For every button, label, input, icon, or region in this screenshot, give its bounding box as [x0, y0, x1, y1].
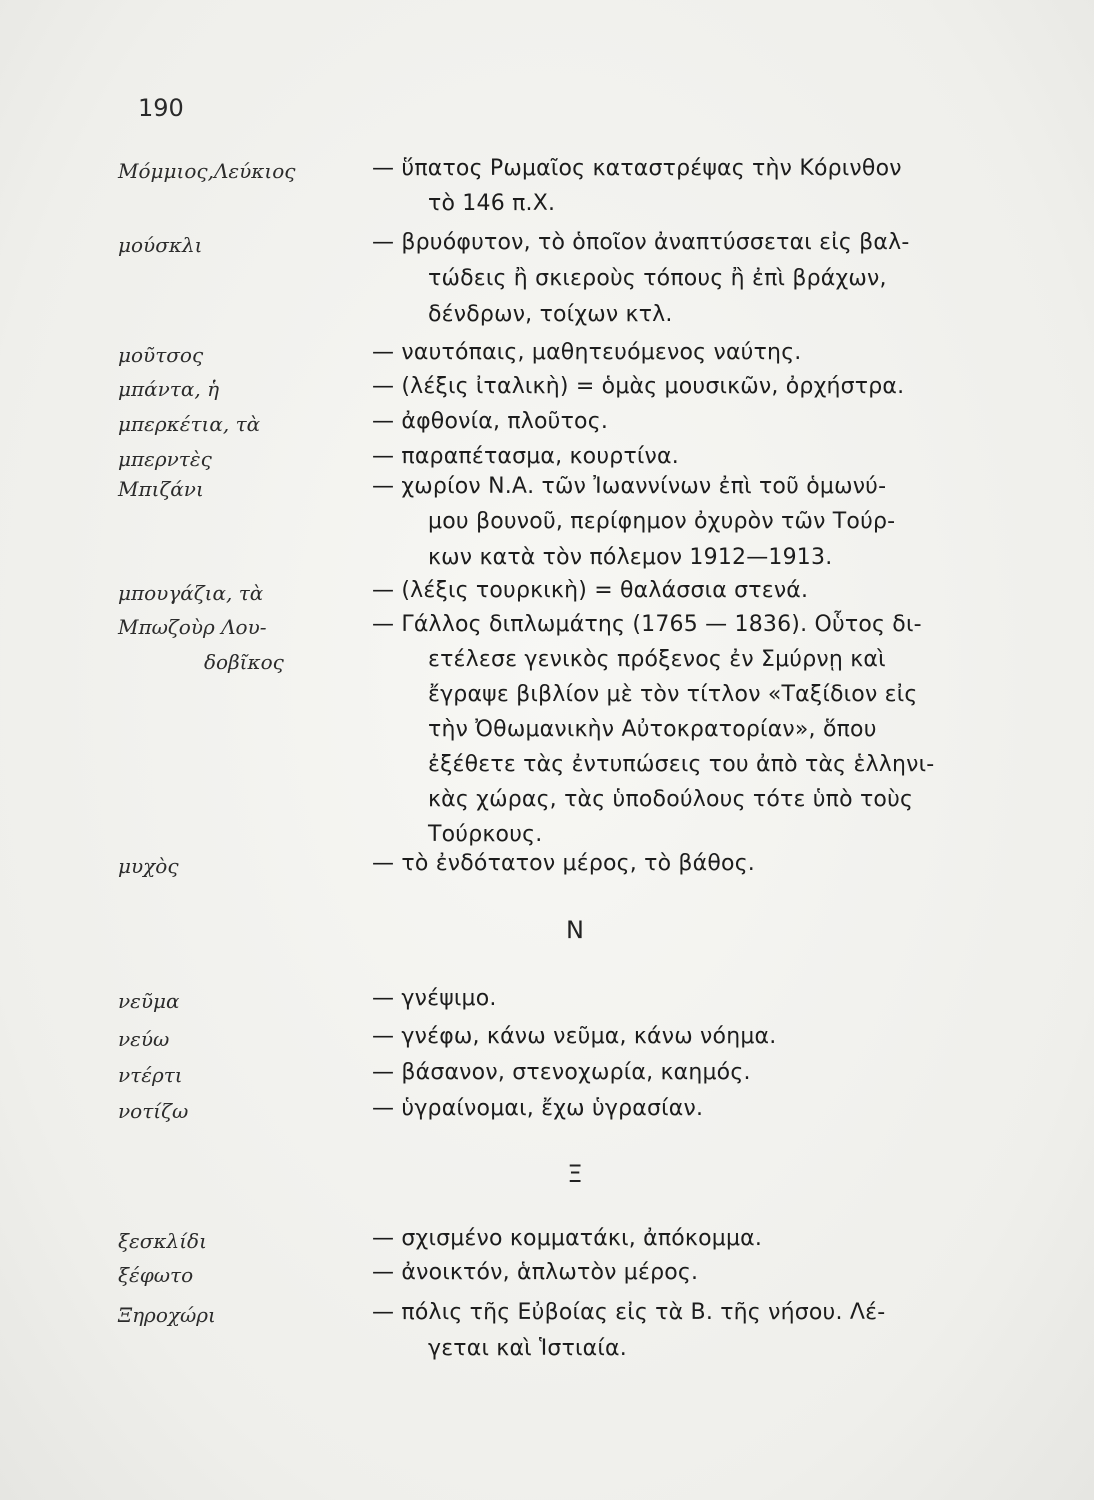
- section-letter-heading: Ν: [566, 916, 584, 944]
- entry-definition-continuation: τὴν Ὀθωμανικὴν Αὐτοκρατορίαν», ὅπου: [428, 717, 877, 742]
- entry-definition-continuation: κὰς χώρας, τὰς ὑποδούλους τότε ὑπὸ τοὺς: [428, 787, 914, 812]
- entry-term: ντέρτι: [118, 1063, 183, 1087]
- entry-definition-continuation: ἐξέθετε τὰς ἐντυπώσεις του ἀπὸ τὰς ἑλληνι-: [428, 752, 935, 777]
- entry-definition-continuation: μου βουνοῦ, περίφημον ὀχυρὸν τῶν Τούρ-: [428, 509, 896, 534]
- entry-term: νοτίζω: [118, 1099, 189, 1123]
- entry-definition: — (λέξις τουρκικὴ) = θαλάσσια στενά.: [372, 578, 809, 603]
- entry-definition-continuation: κων κατὰ τὸν πόλεμον 1912—1913.: [428, 545, 833, 570]
- entry-term: μπερκέτια, τὰ: [118, 412, 261, 436]
- entry-term: μπουγάζια, τὰ: [118, 581, 264, 605]
- entry-definition: — παραπέτασμα, κουρτίνα.: [372, 444, 679, 469]
- entry-definition-continuation: ἔγραψε βιβλίον μὲ τὸν τίτλον «Ταξίδιον εἰς: [428, 682, 918, 707]
- entry-definition: — χωρίον Ν.Α. τῶν Ἰωαννίνων ἐπὶ τοῦ ὁμωνύ-: [372, 474, 887, 499]
- entry-definition: — (λέξις ἰταλικὴ) = ὁμὰς μουσικῶν, ὀρχήστρα.: [372, 374, 905, 399]
- entry-term: μυχὸς: [118, 854, 179, 878]
- entry-term: μούσκλι: [118, 233, 203, 257]
- entry-term: ξεσκλίδι: [118, 1229, 207, 1253]
- entry-definition-continuation: τώδεις ἢ σκιεροὺς τόπους ἢ ἐπὶ βράχων,: [428, 266, 887, 291]
- entry-definition: — βρυόφυτον, τὸ ὁποῖον ἀναπτύσσεται εἰς βαλ-: [372, 230, 910, 255]
- entry-definition: — Γάλλος διπλωμάτης (1765 — 1836). Οὗτος δι-: [372, 612, 922, 637]
- section-letter-heading: Ξ: [567, 1160, 583, 1188]
- entry-term: Μόμμιος,Λεύκιος: [118, 159, 296, 183]
- entry-term-continuation: δοβῖκος: [204, 650, 284, 674]
- entry-definition: — ὑγραίνομαι, ἔχω ὑγρασίαν.: [372, 1096, 704, 1121]
- entry-definition: — βάσανον, στενοχωρία, καημός.: [372, 1060, 751, 1085]
- entry-definition: — πόλις τῆς Εὐβοίας εἰς τὰ Β. τῆς νήσου. Λέ-: [372, 1300, 886, 1325]
- entry-definition: — γνέψιμο.: [372, 986, 497, 1011]
- entry-definition-continuation: τὸ 146 π.Χ.: [428, 191, 556, 216]
- entry-definition: — τὸ ἐνδότατον μέρος, τὸ βάθος.: [372, 851, 756, 876]
- entry-definition-continuation: δένδρων, τοίχων κτλ.: [428, 302, 673, 327]
- entry-term: Ξηροχώρι: [118, 1303, 216, 1327]
- entry-definition-continuation: ετέλεσε γενικὸς πρόξενος ἐν Σμύρνῃ καὶ: [428, 647, 886, 672]
- entry-definition: — σχισμένο κομματάκι, ἀπόκομμα.: [372, 1226, 763, 1251]
- entry-definition: — ναυτόπαις, μαθητευόμενος ναύτης.: [372, 340, 802, 365]
- entry-definition-continuation: Τούρκους.: [428, 822, 543, 847]
- entry-term: μοῦτσος: [118, 343, 204, 367]
- entry-definition-continuation: γεται καὶ Ἱστιαία.: [428, 1336, 627, 1361]
- entry-definition: — ἀνοικτόν, ἁπλωτὸν μέρος.: [372, 1260, 699, 1285]
- entry-term: μπερντὲς: [118, 447, 212, 471]
- entry-term: μπάντα, ἡ: [118, 377, 220, 401]
- entry-term: Μπιζάνι: [118, 477, 204, 501]
- page-number: 190: [138, 94, 184, 122]
- entry-definition: — ἀφθονία, πλοῦτος.: [372, 409, 609, 434]
- entry-term: νεῦμα: [118, 989, 180, 1013]
- entry-term: νεύω: [118, 1027, 170, 1051]
- entry-definition: — ὕπατος Ρωμαῖος καταστρέψας τὴν Κόρινθον: [372, 156, 902, 181]
- entry-term: ξέφωτο: [118, 1263, 194, 1287]
- entry-definition: — γνέφω, κάνω νεῦμα, κάνω νόημα.: [372, 1024, 777, 1049]
- entry-term: Μπωζοὺρ Λου-: [118, 615, 267, 639]
